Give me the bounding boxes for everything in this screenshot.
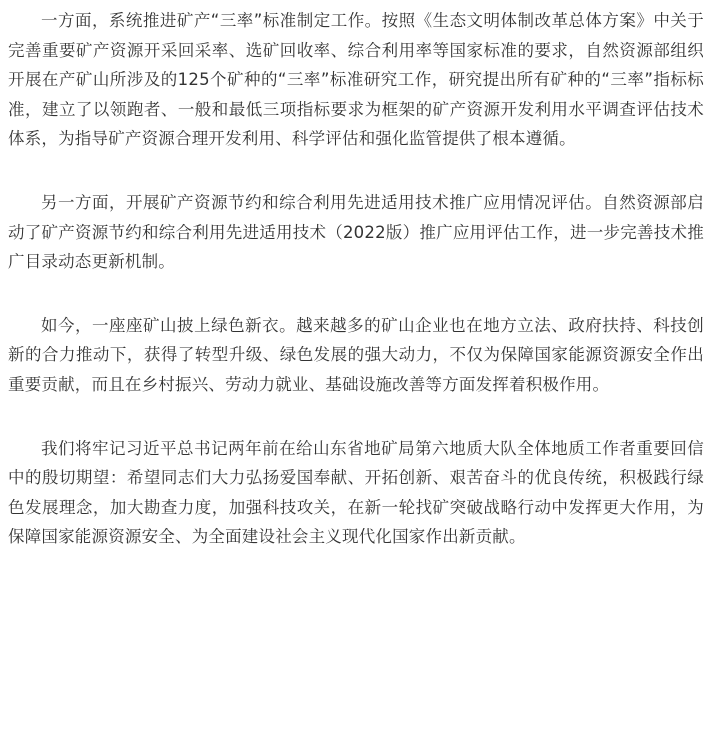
paragraph-green-mines: 如今，一座座矿山披上绿色新衣。越来越多的矿山企业也在地方立法、政府扶持、科技创新的合力推动下，获得了转型升级、绿色发展的强大动力，不仅为保障国家能源资源安全作出重要贡献，而且在乡村振兴、劳动力就业、基础设施改善等方面发挥着积极作用。 bbox=[8, 315, 704, 394]
paragraph-technology-evaluation: 另一方面，开展矿产资源节约和综合利用先进适用技术推广应用情况评估。自然资源部启动了矿产资源节约和综合利用先进适用技术（2022版）推广应用评估工作，进一步完善技术推广目录动态更新机制。 bbox=[8, 192, 704, 272]
paragraph-commitment: 我们将牢记习近平总书记两年前在给山东省地矿局第六地质大队全体地质工作者重要回信中的殷切期望：希望同志们大力弘扬爱国奉献、开拓创新、艰苦奋斗的优良传统，积极践行绿色发展理念，加大勘查力度，加强科技攻关，在新一轮找矿突破战略行动中发挥更大作用，为保障国家能源资源安全、为全面建设社会主义现代化国家作出新贡献。 bbox=[8, 438, 704, 547]
paragraph-standards: 一方面，系统推进矿产“三率”标准制定工作。按照《生态文明体制改革总体方案》中关于完善重要矿产资源开采回采率、选矿回收率、综合利用率等国家标准的要求，自然资源部组织开展在产矿山所涉及的125个矿种的“三率”标准研究工作，研究提出所有矿种的“三率”指标标准，建立了以领跑者、一般和最低三项指标要求为框架的矿产资源开发利用水平调查评估技术体系，为指导矿产资源合理开发利用、科学评估和强化监管提供了根本遵循。 bbox=[8, 11, 704, 149]
